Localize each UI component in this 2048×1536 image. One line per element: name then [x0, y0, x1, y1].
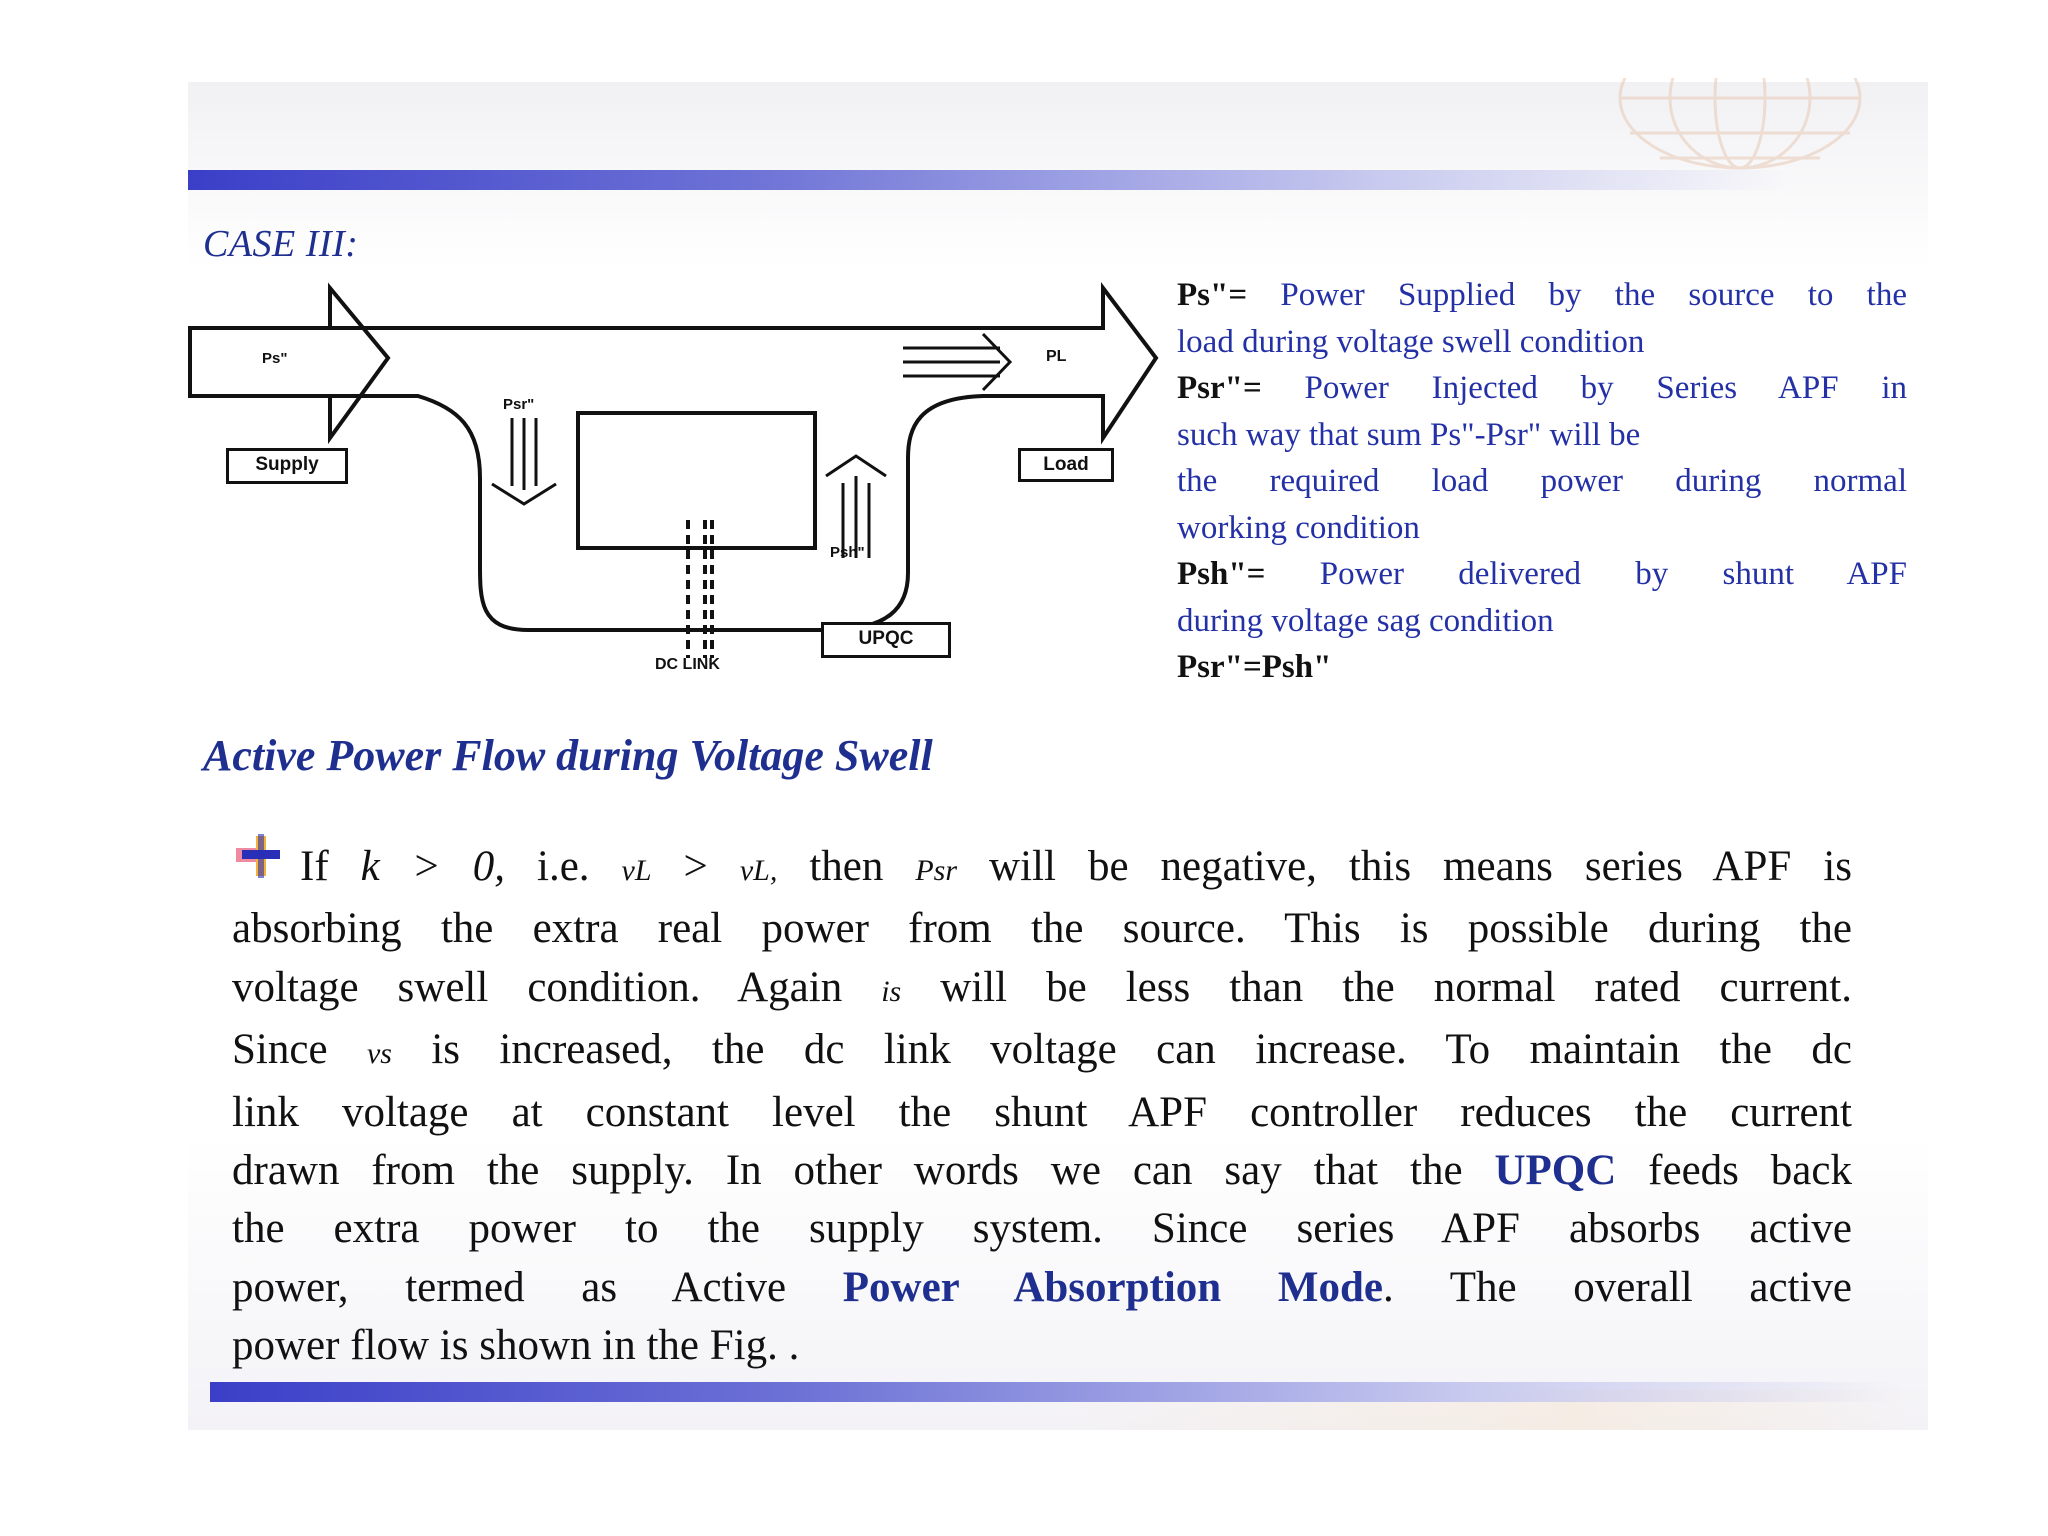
paragraph-math: vL [621, 854, 652, 887]
paragraph-text: drawn from the supply. In other words we can say that the [232, 1147, 1495, 1195]
paragraph-text: i.e. [505, 843, 622, 890]
case-title: CASE III: [203, 223, 359, 265]
definition-line: working condition [1177, 509, 1420, 546]
definition-line [1177, 551, 1907, 598]
paragraph-text: > [651, 843, 740, 890]
paragraph-text: voltage swell condition. Again [232, 963, 882, 1011]
definition-text: Power Injected by Series APF in [1261, 370, 1907, 406]
paragraph-math: vL, [739, 854, 778, 887]
definition-symbol: Psr"=Psh" [1177, 649, 1332, 685]
definition-line [1177, 272, 1907, 319]
psh-label: Psh" [830, 544, 865, 561]
upqc-box: UPQC [821, 622, 951, 658]
definition-line [1177, 644, 1907, 691]
definition-line: such way that sum Ps"-Psr" will be [1177, 416, 1641, 453]
paragraph-line: the extra power to the supply system. Since series APF absorbs active [232, 1205, 1852, 1253]
definition-line [1177, 365, 1907, 412]
power-flow-diagram [188, 278, 1168, 688]
highlight-upqc: UPQC [1494, 1147, 1617, 1195]
psr-down-arrow [492, 418, 556, 504]
paragraph-math: is [881, 974, 902, 1008]
paragraph-line [232, 838, 1852, 900]
bottom-accent-bar [210, 1382, 1900, 1402]
dc-link-label: DC LINK [655, 656, 720, 673]
upqc-inner-box [578, 413, 815, 548]
definitions-panel [1177, 272, 1907, 691]
ps-label: Ps" [262, 350, 288, 367]
paragraph-line: power flow is shown in the Fig. . [232, 1322, 800, 1370]
definition-text: Power delivered by shunt APF [1265, 556, 1907, 592]
psh-up-arrow [826, 456, 886, 558]
explanation-paragraph [232, 838, 1852, 1376]
paragraph-math: vs [366, 1037, 392, 1071]
load-box: Load [1018, 448, 1114, 482]
pl-label: PL [1046, 348, 1067, 365]
paragraph-line [232, 1259, 1852, 1317]
definition-line: the required load power during normal [1177, 463, 1907, 499]
paragraph-text: feeds back [1616, 1147, 1852, 1195]
globe-watermark-icon [1590, 78, 1890, 170]
definition-symbol: Psr"= [1177, 370, 1262, 406]
paragraph-math: k > 0, [360, 843, 505, 890]
highlight-mode: Power Absorption Mode [842, 1263, 1384, 1311]
paragraph-math: Psr [915, 854, 958, 887]
definition-line: load during voltage swell condition [1177, 323, 1645, 360]
paragraph-text: power, termed as Active [232, 1263, 843, 1311]
supply-box: Supply [226, 448, 348, 484]
section-title: Active Power Flow during Voltage Swell [203, 731, 933, 780]
paragraph-line: link voltage at constant level the shunt APF controller reduces the current [232, 1088, 1852, 1136]
paragraph-line [232, 1021, 1852, 1083]
definition-line: during voltage sag condition [1177, 602, 1554, 639]
paragraph-text: then [777, 843, 916, 890]
top-accent-bar [188, 170, 1788, 190]
pl-arrow [903, 334, 1010, 390]
flow-path-outline [190, 288, 388, 438]
paragraph-text: Since [232, 1026, 367, 1074]
paragraph-text: is increased, the dc link voltage can increase. To maintain the dc [391, 1026, 1852, 1074]
definition-symbol: Psh"= [1177, 556, 1266, 592]
paragraph-line [232, 1142, 1852, 1200]
paragraph-text: . The overall active [1383, 1263, 1853, 1311]
psr-label: Psr" [503, 396, 535, 413]
paragraph-text: will be less than the normal rated current. [901, 963, 1852, 1011]
paragraph-line [232, 959, 1852, 1021]
paragraph-line: absorbing the extra real power from the source. This is possible during the [232, 905, 1852, 953]
definition-text: Power Supplied by the source to the [1247, 277, 1907, 313]
paragraph-text: If [300, 843, 361, 890]
definition-symbol: Ps"= [1177, 277, 1248, 313]
paragraph-text: will be negative, this means series APF is [957, 843, 1852, 890]
